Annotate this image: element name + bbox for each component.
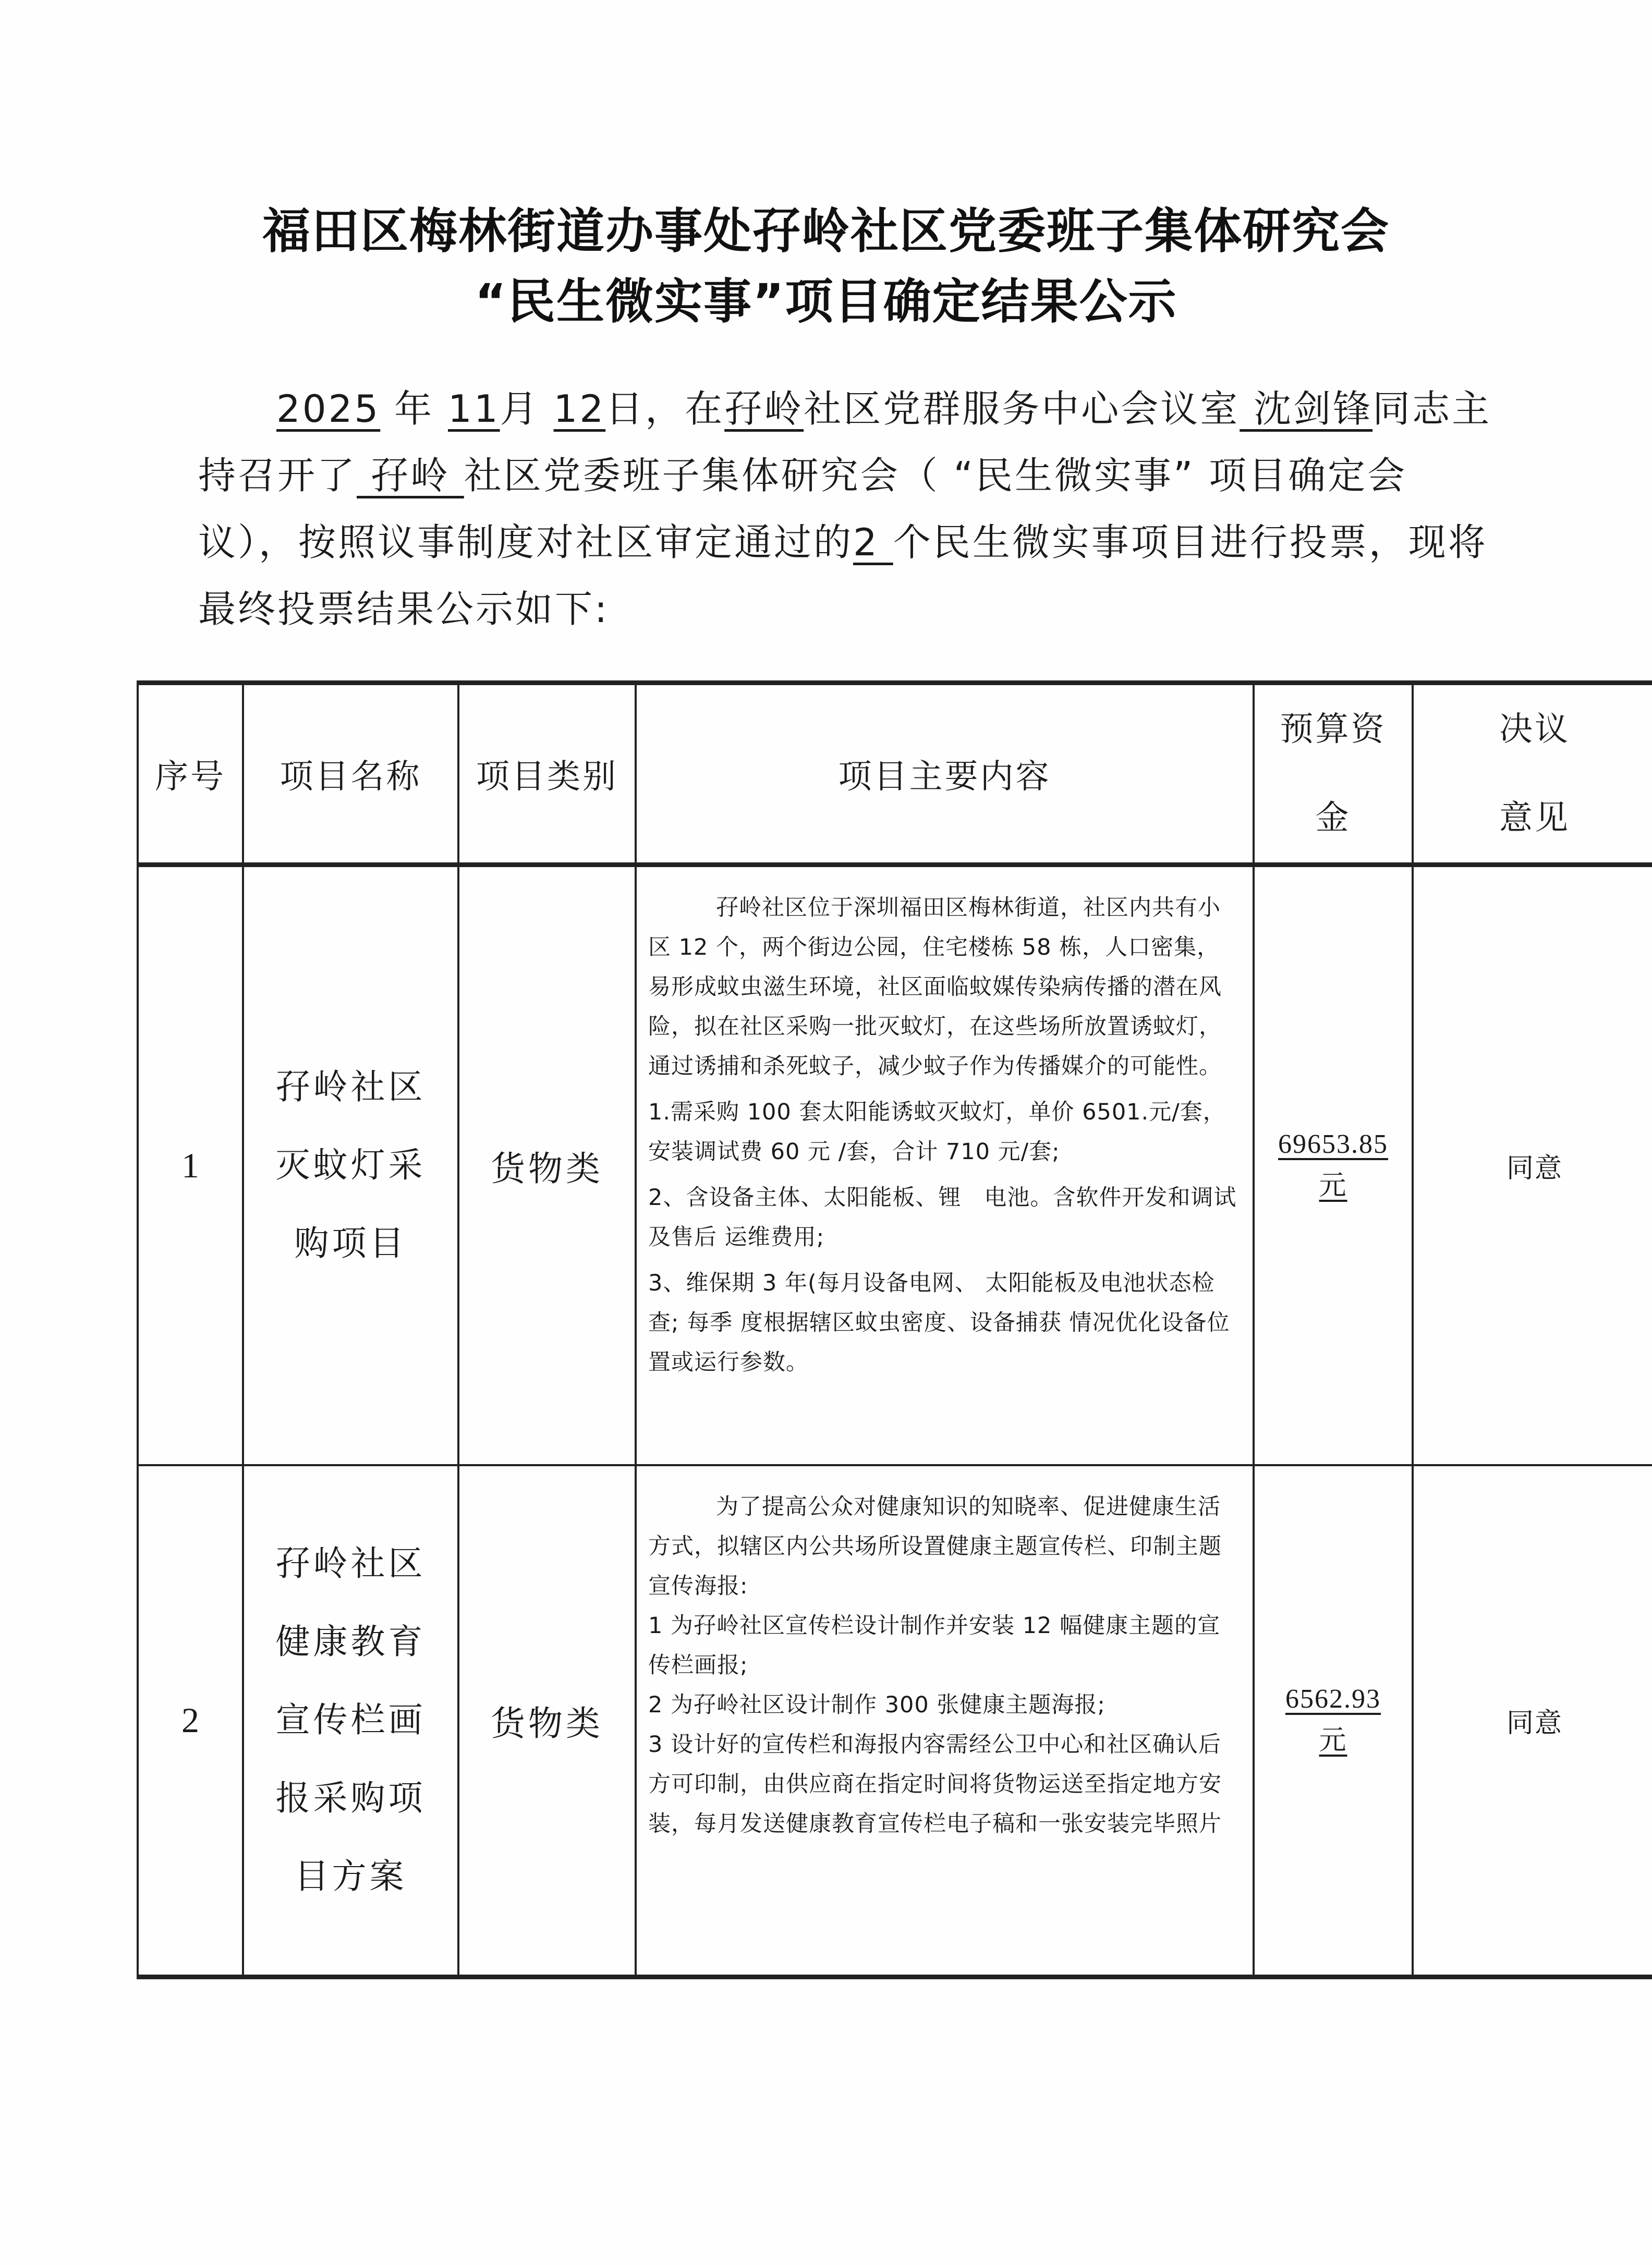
content-lead: 孖岭社区位于深圳福田区梅林街道，社区内共有小区 12 个，两个街边公园，住宅楼栋 58 栋，人口密集，易形成蚊虫滋生环境，社区面临蚊媒传染病传播的潜在风险，拟在社区采购一批灭蚊灯，在这些场所放置诱蚊灯，通过诱捕和杀死蚊子，减少蚊子作为传播媒介的可能性。 bbox=[648, 895, 1222, 1079]
closing-text: 个民生微实事项目进行投票，现将最终投票结果公示如下: bbox=[198, 520, 1488, 631]
header-category: 项目类别 bbox=[458, 683, 636, 865]
project-name-line: 孖岭社区 bbox=[275, 1067, 426, 1107]
project-name-line: 健康教育 bbox=[275, 1622, 426, 1662]
location-rest: 社区党群服务中心会议室 bbox=[804, 387, 1240, 431]
header-budget-bottom: 金 bbox=[1315, 799, 1351, 837]
meeting-community: 孖岭 bbox=[357, 454, 464, 497]
header-decision bbox=[1413, 683, 1652, 865]
month-suffix: 月 bbox=[500, 387, 554, 431]
table-header-row bbox=[138, 683, 1652, 865]
meeting-day: 12 bbox=[553, 387, 606, 431]
project-name-line: 灭蚊灯采 bbox=[275, 1145, 426, 1186]
row-content bbox=[636, 1465, 1254, 1977]
day-suffix: 日，在 bbox=[605, 387, 725, 431]
row-budget bbox=[1254, 1465, 1413, 1977]
content-lead: 为了提高公众对健康知识的知晓率、促进健康生活方式，拟辖区内公共场所设置健康主题宣传栏、印制主题宣传海报: bbox=[648, 1493, 1222, 1599]
results-table bbox=[137, 680, 1652, 1979]
header-name: 项目名称 bbox=[243, 683, 458, 865]
header-budget-top: 预算资 bbox=[1280, 710, 1387, 749]
row-budget bbox=[1254, 865, 1413, 1465]
row-decision: 同意 bbox=[1413, 1465, 1652, 1977]
row-project-name bbox=[243, 865, 458, 1465]
budget-amount: 6562.93 bbox=[1285, 1684, 1381, 1714]
project-name-line: 购项目 bbox=[294, 1223, 407, 1264]
row-category: 货物类 bbox=[458, 1465, 636, 1977]
content-item: 3 设计好的宣传栏和海报内容需经公卫中心和社区确认后方可印制，由供应商在指定时间将货物运送至指定地方安装，每月发送健康教育宣传栏电子稿和一张安装完毕照片 bbox=[648, 1731, 1222, 1837]
meeting-host: 沈剑锋 bbox=[1240, 387, 1373, 431]
content-item: 1.需采购 100 套太阳能诱蚊灭蚊灯，单价 6501.元/套，安装调试费 60 元 /套，合计 710 元/套; bbox=[648, 1099, 1226, 1165]
budget-amount: 69653.85 bbox=[1278, 1129, 1388, 1160]
project-name-line: 宣传栏画 bbox=[275, 1700, 426, 1740]
document-title-line-1: 福田区梅林街道办事处孖岭社区党委班子集体研究会 bbox=[262, 203, 1390, 259]
header-index: 序号 bbox=[138, 683, 243, 865]
project-count: 2 bbox=[853, 520, 893, 564]
content-item: 1 为孖岭社区宣传栏设计制作并安装 12 幅健康主题的宣传栏画报; bbox=[648, 1612, 1221, 1678]
table-row bbox=[138, 1465, 1652, 1977]
row-category: 货物类 bbox=[458, 865, 636, 1465]
year-suffix: 年 bbox=[380, 387, 448, 431]
header-decision-top: 决议 bbox=[1499, 710, 1570, 749]
budget-unit: 元 bbox=[1319, 1726, 1347, 1756]
content-item: 3、维保期 3 年(每月设备电网、 太阳能板及电池状态检查; 每季 度根据辖区蚊虫密度、设备捕获 情况优化设备位置或运行参数。 bbox=[648, 1270, 1230, 1375]
row-index: 2 bbox=[138, 1465, 243, 1977]
document-title-line-2: “民生微实事”项目确定结果公示 bbox=[475, 274, 1177, 330]
host-suffix: 同志主持召开了 bbox=[198, 387, 1492, 497]
project-name-line: 报采购项 bbox=[275, 1778, 426, 1819]
project-name-line: 目方案 bbox=[294, 1856, 407, 1897]
header-budget bbox=[1254, 683, 1413, 865]
meeting-year: 2025 bbox=[276, 387, 381, 431]
meeting-month: 11 bbox=[448, 387, 500, 431]
row-decision: 同意 bbox=[1413, 865, 1652, 1465]
content-item: 2 为孖岭社区设计制作 300 张健康主题海报; bbox=[648, 1691, 1106, 1718]
intro-paragraph bbox=[198, 375, 1502, 642]
row-project-name bbox=[243, 1465, 458, 1977]
budget-unit: 元 bbox=[1319, 1171, 1347, 1201]
row-content bbox=[636, 865, 1254, 1465]
project-name-line: 孖岭社区 bbox=[275, 1543, 426, 1584]
meeting-rest: 社区党委班子集体研究会（ “民生微实事” 项目确定会议），按照议事制度对社区审定通过的 bbox=[198, 454, 1407, 564]
row-index: 1 bbox=[138, 865, 243, 1465]
header-decision-bottom: 意见 bbox=[1499, 799, 1570, 837]
table-row bbox=[138, 865, 1652, 1465]
location-community: 孖岭 bbox=[724, 387, 804, 431]
header-content: 项目主要内容 bbox=[636, 683, 1254, 865]
content-item: 2、含设备主体、太阳能板、锂 电池。含软件开发和调试及售后 运维费用; bbox=[648, 1185, 1237, 1250]
